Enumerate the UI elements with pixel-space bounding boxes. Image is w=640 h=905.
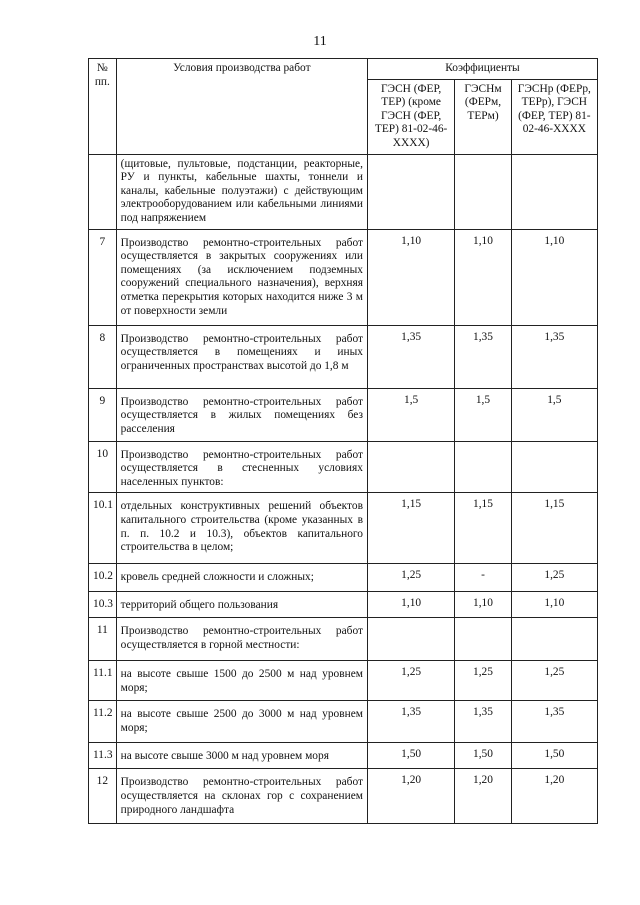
value-gesnr	[511, 592, 597, 618]
header-col-gesnm	[455, 79, 511, 154]
value-gesn-text: 1,15	[401, 498, 422, 511]
value-gesn-text: 1,50	[401, 748, 422, 761]
value-gesn	[367, 618, 454, 661]
value-gesnm	[455, 154, 511, 229]
row-condition	[116, 592, 367, 618]
value-gesn-text: 1,5	[404, 393, 419, 406]
row-condition-text: (щитовые, пультовые, подстанции, реакторные, РУ и пункты, кабельные шахты, тоннели и каналы, кабельные полуэтажи) с действующим электрооборудованием или кабельными линиями под напряжением	[120, 157, 363, 224]
value-gesnm	[455, 564, 511, 592]
value-gesn	[367, 229, 454, 325]
value-gesnm-text: 1,35	[473, 330, 493, 343]
header-coefficients	[367, 59, 597, 80]
value-gesn-text: 1,35	[401, 330, 422, 343]
header-col-gesnr-label: ГЭСНр (ФЕРр, ТЕРр), ГЭСН (ФЕР, ТЕР) 81-02-46-XXXX	[517, 82, 591, 136]
value-gesn	[367, 743, 454, 769]
row-number-text: 7	[99, 235, 106, 248]
header-number-label: № пп.	[94, 62, 110, 88]
value-gesnr-text: 1,25	[544, 569, 565, 582]
row-condition	[116, 229, 367, 325]
value-gesnm-text: 1,5	[475, 393, 491, 406]
row-condition-text: на высоте свыше 2500 до 3000 м над уровнем моря;	[120, 708, 363, 734]
value-gesn	[367, 388, 454, 441]
row-condition	[116, 743, 367, 769]
row-condition	[116, 154, 367, 229]
value-gesnm	[455, 388, 511, 441]
table-row	[89, 154, 598, 229]
row-condition	[116, 493, 367, 564]
row-condition	[116, 661, 367, 701]
value-gesnm-text: 1,20	[473, 774, 493, 787]
row-number-text: 8	[99, 331, 106, 344]
row-condition-text: Производство ремонтно-строительных работ осуществляется в закрытых сооружениях или помещениях (за исключением подземных сооружений специального назначения), верхняя отметка перекрытия которых находится ниже 3 м от поверхности земли	[120, 236, 363, 317]
table-row	[89, 661, 598, 701]
row-condition-text: Производство ремонтно-строительных работ осуществляется в стесненных условиях населенных пунктов:	[120, 448, 363, 488]
row-condition	[116, 618, 367, 661]
value-gesn	[367, 592, 454, 618]
header-col-gesn-label: ГЭСН (ФЕР, ТЕР) (кроме ГЭСН (ФЕР, ТЕР) 81-02-46-XXXX)	[374, 82, 448, 149]
value-gesnm-text: 1,25	[473, 666, 493, 679]
table-row	[89, 701, 598, 743]
value-gesnr-text: 1,15	[544, 498, 565, 511]
value-gesn-text: 1,10	[401, 234, 422, 247]
table-row	[89, 743, 598, 769]
header-col-gesnr	[511, 79, 597, 154]
value-gesnm-text: 1,35	[473, 706, 493, 719]
row-number	[89, 388, 117, 441]
header-col-gesn	[367, 79, 454, 154]
row-number-text: 11	[96, 624, 108, 637]
row-number	[89, 769, 117, 824]
row-number	[89, 229, 117, 325]
value-gesnr-text: 1,10	[544, 597, 565, 610]
value-gesnm	[455, 229, 511, 325]
row-condition	[116, 701, 367, 743]
table-row	[89, 229, 598, 325]
row-number	[89, 154, 117, 229]
value-gesnm-text: -	[481, 569, 485, 582]
value-gesn	[367, 769, 454, 824]
value-gesn	[367, 325, 454, 388]
row-number	[89, 701, 117, 743]
header-coefficients-label: Коэффициенты	[445, 62, 520, 74]
row-number-text: 11.1	[93, 667, 113, 680]
header-conditions	[116, 59, 367, 155]
row-condition-text: кровель средней сложности и сложных;	[120, 571, 314, 584]
row-condition	[116, 388, 367, 441]
row-number-text: 10	[96, 447, 109, 460]
value-gesnm	[455, 493, 511, 564]
value-gesnr	[511, 769, 597, 824]
coefficients-table	[88, 58, 598, 824]
value-gesnr	[511, 388, 597, 441]
value-gesnr	[511, 229, 597, 325]
row-condition	[116, 564, 367, 592]
value-gesn-text: 1,20	[401, 774, 422, 787]
value-gesnr	[511, 661, 597, 701]
value-gesn	[367, 564, 454, 592]
value-gesnr-text: 1,35	[544, 330, 565, 343]
table-row	[89, 769, 598, 824]
row-number-text: 10.2	[93, 570, 113, 583]
value-gesnr-text: 1,5	[547, 393, 562, 406]
row-number-text: 9	[99, 394, 106, 407]
value-gesnm-text: 1,10	[473, 234, 493, 247]
value-gesnr	[511, 154, 597, 229]
header-col-gesnm-label: ГЭСНм (ФЕРм, ТЕРм)	[464, 82, 502, 122]
row-number	[89, 618, 117, 661]
table-row	[89, 325, 598, 388]
value-gesn	[367, 661, 454, 701]
row-condition-text: Производство ремонтно-строительных работ осуществляется в помещениях и иных ограниченных пространствах высотой до 1,8 м	[120, 332, 363, 372]
row-number-text: 12	[96, 775, 109, 788]
value-gesn-text: 1,25	[401, 666, 422, 679]
value-gesnr-text: 1,10	[544, 234, 565, 247]
value-gesn	[367, 493, 454, 564]
value-gesnr-text: 1,20	[544, 774, 565, 787]
value-gesnr-text: 1,25	[544, 666, 565, 679]
row-number	[89, 661, 117, 701]
page-number: 11	[313, 34, 327, 49]
value-gesnr	[511, 325, 597, 388]
value-gesnr	[511, 564, 597, 592]
row-condition	[116, 769, 367, 824]
row-condition-text: территорий общего пользования	[120, 599, 279, 612]
row-number-text: 10.3	[93, 598, 113, 611]
value-gesnm	[455, 769, 511, 824]
value-gesnr	[511, 701, 597, 743]
value-gesnm	[455, 325, 511, 388]
row-number	[89, 564, 117, 592]
row-number	[89, 325, 117, 388]
value-gesnm	[455, 618, 511, 661]
row-condition	[116, 441, 367, 493]
value-gesnr	[511, 743, 597, 769]
table-row	[89, 564, 598, 592]
table-body	[89, 154, 598, 824]
value-gesnr-text: 1,35	[544, 706, 565, 719]
row-number-text: 10.1	[93, 499, 113, 512]
value-gesnm	[455, 701, 511, 743]
row-condition-text: Производство ремонтно-строительных работ осуществляется на склонах гор с сохранением природного ландшафта	[120, 776, 363, 816]
value-gesnm-text: 1,15	[473, 498, 493, 511]
row-number	[89, 441, 117, 493]
table-row	[89, 493, 598, 564]
table-row	[89, 441, 598, 493]
value-gesnr	[511, 441, 597, 493]
row-number-text: 11.2	[93, 707, 113, 720]
value-gesn-text: 1,10	[401, 597, 422, 610]
value-gesn-text: 1,25	[401, 569, 422, 582]
value-gesn-text: 1,35	[401, 706, 422, 719]
row-condition-text: на высоте свыше 3000 м над уровнем моря	[120, 750, 329, 763]
value-gesnr-text: 1,50	[544, 748, 565, 761]
row-condition	[116, 325, 367, 388]
value-gesnm	[455, 441, 511, 493]
row-number	[89, 592, 117, 618]
value-gesn	[367, 701, 454, 743]
header-number	[89, 59, 117, 155]
table-row	[89, 388, 598, 441]
row-number	[89, 743, 117, 769]
value-gesnm-text: 1,50	[473, 748, 493, 761]
value-gesnm	[455, 743, 511, 769]
value-gesnr	[511, 493, 597, 564]
value-gesnm	[455, 661, 511, 701]
table-row	[89, 592, 598, 618]
value-gesnr	[511, 618, 597, 661]
value-gesn	[367, 154, 454, 229]
row-number	[89, 493, 117, 564]
row-condition-text: отдельных конструктивных решений объектов капитального строительства (кроме указанных в п. п. 10.2 и 10.3), объектов капитального строительства в целом;	[120, 500, 363, 554]
row-condition-text: Производство ремонтно-строительных работ осуществляется в жилых помещениях без расселения	[120, 395, 363, 435]
row-number-text: 11.3	[93, 749, 113, 762]
value-gesnm	[455, 592, 511, 618]
row-condition-text: на высоте свыше 1500 до 2500 м над уровнем моря;	[120, 668, 363, 694]
table-row	[89, 618, 598, 661]
value-gesnm-text: 1,10	[473, 597, 493, 610]
row-condition-text: Производство ремонтно-строительных работ осуществляется в горной местности:	[120, 625, 363, 651]
value-gesn	[367, 441, 454, 493]
header-conditions-label: Условия производства работ	[173, 62, 311, 74]
